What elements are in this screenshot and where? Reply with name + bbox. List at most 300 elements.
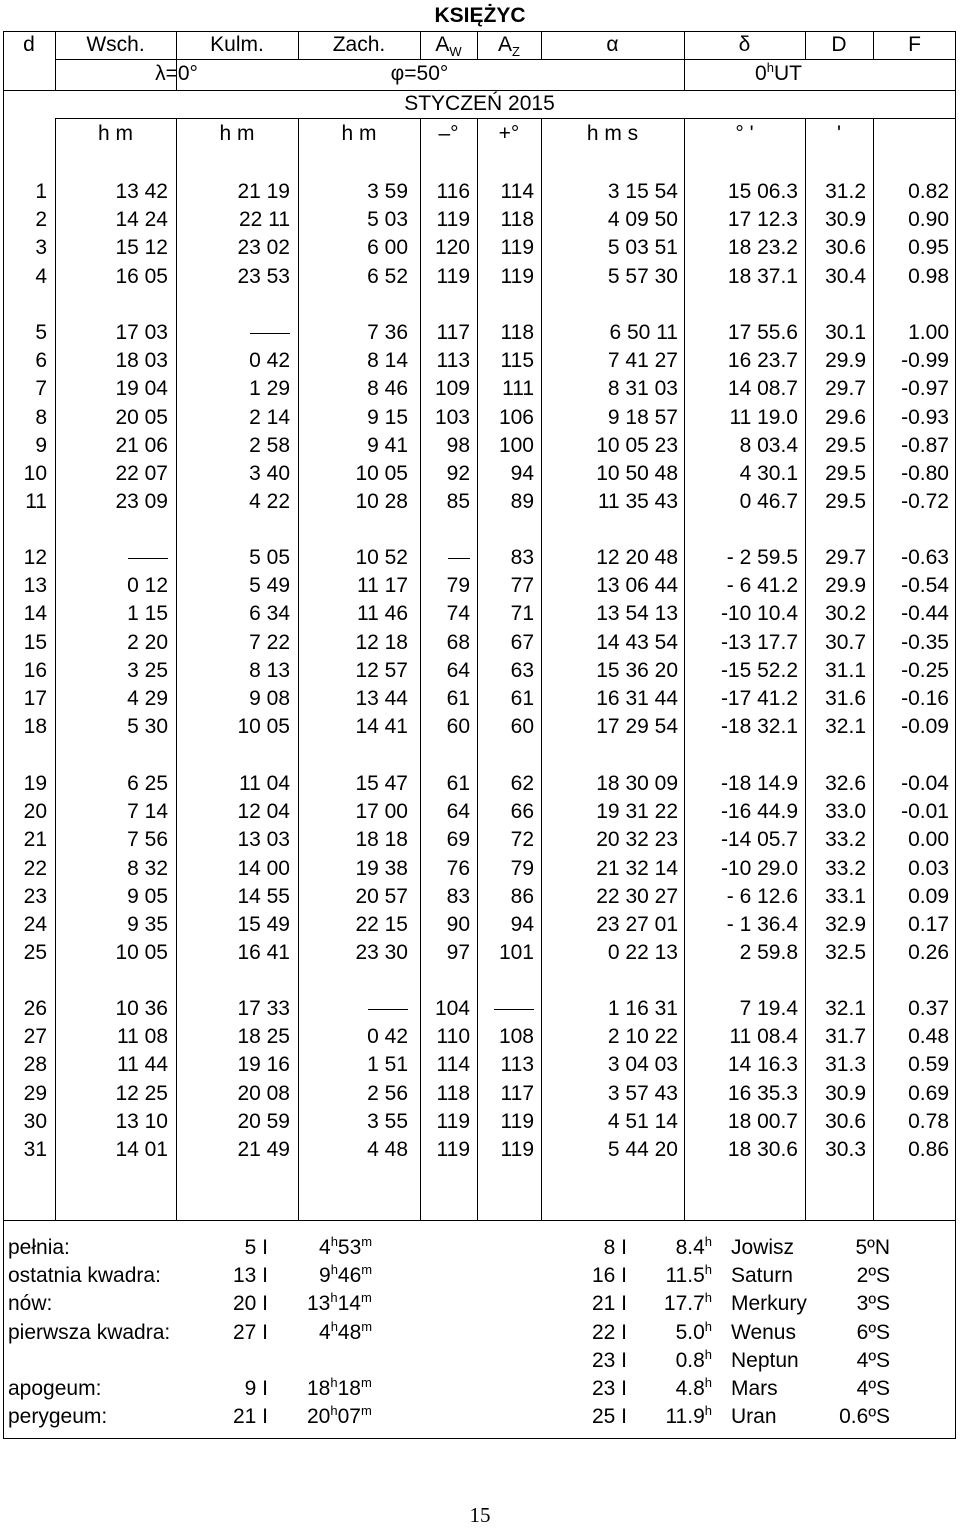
cell-diameter: 33.2 — [825, 828, 866, 852]
cell-moonset: 9 41 — [367, 433, 408, 457]
col-divider — [805, 31, 806, 1221]
cell-moonrise: 16 05 — [115, 264, 168, 288]
cell-declination: -15 52.2 — [720, 658, 798, 682]
cell-moonrise: 18 03 — [115, 349, 168, 373]
cell-diameter: 30.9 — [825, 208, 866, 232]
cell-phase: 0.03 — [908, 856, 949, 880]
cell-moonrise — [128, 544, 168, 572]
conjunction-time: 4.8$^h$ — [675, 1375, 712, 1400]
cell-declination: 18 23.2 — [727, 236, 798, 260]
cell-moonrise: 11 44 — [117, 1053, 168, 1077]
cell-diameter: 29.7 — [825, 546, 866, 569]
cell-declination: -16 44.9 — [720, 800, 798, 824]
conjunction-time: 5.0$^h$ — [675, 1318, 712, 1344]
cell-declination: -18 32.1 — [720, 715, 798, 739]
cell-azimuth-set: 63 — [510, 658, 534, 682]
cell-azimuth-rise: 92 — [446, 462, 470, 485]
cell-right-ascension: 9 18 57 — [607, 405, 678, 429]
phase-day: 9 I — [244, 1377, 268, 1400]
cell-azimuth-rise: 119 — [436, 208, 470, 232]
cell-diameter: 29.6 — [825, 405, 866, 429]
cell-diameter: 30.1 — [825, 321, 866, 344]
cell-transit: 20 59 — [237, 1109, 290, 1133]
cell-phase: 0.78 — [908, 1109, 949, 1133]
conjunction-day: 21 I — [591, 1292, 627, 1316]
cell-declination: - 6 41.2 — [726, 574, 798, 598]
cell-moonset: 13 44 — [355, 687, 408, 710]
cell-transit: 16 41 — [237, 941, 290, 965]
cell-diameter: 29.5 — [825, 462, 866, 485]
cell-right-ascension: 1 16 31 — [607, 997, 678, 1020]
cell-azimuth-rise: 120 — [434, 236, 470, 260]
cell-phase: 0.95 — [908, 236, 949, 260]
cell-right-ascension: 11 35 43 — [597, 490, 678, 514]
cell-azimuth-rise: 117 — [436, 321, 470, 344]
phase-day: 13 I — [232, 1264, 268, 1288]
cell-azimuth-set: 118 — [500, 208, 534, 232]
cell-moonset: 8 46 — [367, 377, 408, 401]
page-title: KSIĘŻYC — [434, 4, 526, 27]
conjunction-distance: 3ºS — [856, 1292, 890, 1316]
cell-right-ascension: 3 57 43 — [607, 1081, 678, 1105]
cell-azimuth-rise: 119 — [436, 1109, 470, 1133]
phase-day: 5 I — [244, 1236, 268, 1259]
phase-time: 4$^h$53$^m$ — [319, 1234, 373, 1259]
cell-moonset: 9 15 — [367, 405, 408, 429]
conjunction-distance: 6ºS — [856, 1320, 890, 1344]
cell-day: 8 — [35, 405, 47, 429]
cell-declination: 17 12.3 — [727, 208, 798, 232]
cell-right-ascension: 17 29 54 — [596, 715, 678, 739]
conjunction-day: 8 I — [603, 1236, 627, 1259]
cell-azimuth-rise: 61 — [446, 687, 470, 710]
cell-phase: 0.90 — [908, 208, 949, 232]
cell-right-ascension: 7 41 27 — [607, 349, 678, 373]
cell-azimuth-set: 86 — [510, 884, 534, 908]
cell-declination: 15 06.3 — [727, 180, 798, 203]
cell-day: 15 — [23, 630, 47, 654]
cell-right-ascension: 18 30 09 — [596, 772, 678, 795]
cell-moonrise: 2 20 — [127, 630, 168, 654]
cell-azimuth-set: 101 — [498, 941, 534, 965]
cell-diameter: 29.5 — [825, 433, 866, 457]
cell-day: 16 — [23, 658, 47, 682]
conjunction-planet: Mars — [731, 1377, 778, 1400]
cell-moonset: 20 57 — [355, 884, 408, 908]
cell-right-ascension: 23 27 01 — [596, 913, 678, 936]
cell-phase: -0.16 — [901, 687, 949, 710]
cell-azimuth-set: 71 — [510, 602, 534, 626]
cell-right-ascension: 10 05 23 — [596, 433, 678, 457]
cell-transit: 20 08 — [237, 1081, 290, 1105]
cell-azimuth-set: 118 — [500, 321, 534, 344]
cell-moonset: 14 41 — [355, 715, 408, 739]
cell-day: 26 — [23, 997, 47, 1020]
cell-phase: 0.26 — [908, 941, 949, 965]
no-event-dash — [128, 558, 168, 559]
cell-moonrise: 4 29 — [127, 687, 168, 710]
cell-declination: - 2 59.5 — [726, 546, 798, 569]
cell-day: 1 — [35, 180, 47, 203]
cell-transit: 22 11 — [239, 208, 290, 232]
cell-moonset: 11 46 — [357, 602, 408, 626]
col-azimuth-rise-header: $A_W$ — [435, 33, 462, 60]
no-event-dash — [368, 1009, 408, 1010]
cell-azimuth-set: 119 — [500, 236, 534, 260]
cell-moonrise: 13 10 — [115, 1109, 168, 1133]
cell-azimuth-set: 113 — [500, 1053, 534, 1077]
cell-day: 25 — [23, 941, 47, 965]
cell-transit: 9 08 — [249, 687, 290, 710]
cell-moonrise: 1 15 — [127, 602, 168, 626]
cell-moonrise: 23 09 — [115, 490, 168, 514]
unit-label: –° — [438, 122, 459, 145]
cell-transit: 23 02 — [237, 236, 290, 260]
cell-phase: -0.35 — [901, 630, 949, 654]
cell-azimuth-rise: 113 — [436, 349, 470, 373]
cell-moonrise: 5 30 — [127, 715, 168, 739]
cell-azimuth-rise: 60 — [446, 715, 470, 739]
cell-azimuth-rise: 110 — [436, 1025, 470, 1049]
cell-day: 9 — [35, 433, 47, 457]
cell-azimuth-set: 117 — [500, 1081, 534, 1105]
col-transit-header: Kulm. — [210, 33, 264, 56]
cell-right-ascension: 22 30 27 — [596, 884, 678, 908]
cell-diameter: 30.9 — [825, 1081, 866, 1105]
cell-day: 6 — [35, 349, 47, 373]
cell-azimuth-set: 72 — [510, 828, 534, 852]
cell-diameter: 33.2 — [825, 856, 866, 880]
cell-diameter: 30.4 — [825, 264, 866, 288]
cell-phase: -0.09 — [901, 715, 949, 739]
phase-time: 18$^h$18$^m$ — [307, 1375, 372, 1400]
cell-transit: 4 22 — [249, 490, 290, 514]
cell-azimuth-rise: 68 — [446, 630, 470, 654]
cell-diameter: 31.6 — [825, 687, 866, 710]
col-divider — [298, 31, 299, 1221]
cell-azimuth-rise: 79 — [446, 574, 470, 598]
cell-diameter: 30.6 — [825, 1109, 866, 1133]
cell-right-ascension: 16 31 44 — [596, 687, 678, 710]
cell-phase: -0.93 — [901, 405, 949, 429]
cell-diameter: 32.5 — [825, 941, 866, 965]
cell-moonset: 10 52 — [355, 546, 408, 569]
cell-diameter: 29.9 — [825, 349, 866, 373]
cell-right-ascension: 3 04 03 — [607, 1053, 678, 1077]
conjunction-distance: 2ºS — [856, 1264, 890, 1288]
cell-diameter: 30.2 — [825, 602, 866, 626]
cell-azimuth-rise — [448, 544, 470, 572]
cell-transit: 23 53 — [237, 264, 290, 288]
cell-azimuth-set: 119 — [500, 1138, 534, 1161]
cell-moonset: 6 52 — [367, 264, 408, 288]
cell-declination: -18 14.9 — [720, 772, 798, 795]
cell-azimuth-rise: 98 — [446, 433, 470, 457]
cell-moonset: 15 47 — [355, 772, 408, 795]
cell-moonset: 11 17 — [357, 574, 408, 598]
phase-time: 13$^h$14$^m$ — [307, 1290, 372, 1316]
unit-label: h m — [341, 122, 377, 145]
cell-right-ascension: 5 44 20 — [607, 1138, 678, 1161]
cell-right-ascension: 14 43 54 — [596, 630, 678, 654]
cell-transit: 19 16 — [237, 1053, 290, 1077]
cell-moonrise: 20 05 — [115, 405, 168, 429]
cell-right-ascension: 10 50 48 — [596, 462, 678, 485]
cell-phase: 0.82 — [908, 180, 949, 203]
cell-moonrise: 0 12 — [127, 574, 168, 598]
cell-diameter: 32.9 — [825, 913, 866, 936]
cell-moonset: 5 03 — [367, 208, 408, 232]
cell-azimuth-rise: 83 — [446, 884, 470, 908]
col-divider — [477, 31, 478, 1221]
cell-moonset: 18 18 — [355, 828, 408, 852]
col-rise-header: Wsch. — [86, 33, 145, 56]
cell-transit: 11 04 — [239, 772, 290, 795]
cell-diameter: 31.3 — [825, 1053, 866, 1077]
phase-day: 27 I — [232, 1320, 268, 1344]
cell-declination: 18 00.7 — [727, 1109, 798, 1133]
conjunction-planet: Wenus — [731, 1320, 796, 1344]
no-event-dash — [448, 558, 470, 559]
cell-day: 18 — [23, 715, 47, 739]
cell-right-ascension: 21 32 14 — [596, 856, 678, 880]
cell-day: 11 — [25, 490, 47, 514]
cell-azimuth-set: 111 — [502, 377, 534, 401]
cell-azimuth-rise: 104 — [434, 997, 470, 1020]
col-divider — [420, 31, 421, 1221]
cell-moonrise: 12 25 — [115, 1081, 168, 1105]
cell-transit: 13 03 — [237, 828, 290, 852]
cell-transit: 6 34 — [249, 602, 290, 626]
cell-declination: 14 08.7 — [727, 377, 798, 401]
cell-moonrise: 6 25 — [127, 772, 168, 795]
cell-phase: 1.00 — [908, 321, 949, 344]
cell-phase: 0.69 — [908, 1081, 949, 1105]
cell-transit: 5 05 — [249, 546, 290, 569]
cell-declination: 18 37.1 — [727, 264, 798, 288]
cell-azimuth-set: 83 — [510, 546, 534, 569]
cell-transit: 21 19 — [237, 180, 290, 203]
phase-day: 20 I — [232, 1292, 268, 1316]
cell-day: 4 — [35, 264, 47, 288]
col-phase-header: F — [908, 33, 921, 56]
cell-moonset: 17 00 — [355, 800, 408, 824]
cell-phase: -0.97 — [901, 377, 949, 401]
cell-moonset: 3 59 — [367, 180, 408, 203]
cell-moonset: 10 28 — [355, 490, 408, 514]
cell-phase: -0.87 — [901, 433, 949, 457]
cell-azimuth-set: 66 — [510, 800, 534, 824]
col-ra-header: α — [606, 33, 619, 56]
cell-moonset: 23 30 — [355, 941, 408, 965]
cell-diameter: 31.1 — [825, 658, 866, 682]
conjunction-time: 8.4$^h$ — [675, 1234, 712, 1259]
cell-azimuth-set: 100 — [498, 433, 534, 457]
cell-transit: 10 05 — [237, 715, 290, 739]
cell-day: 2 — [35, 208, 47, 232]
cell-right-ascension: 3 15 54 — [607, 180, 678, 203]
conjunction-planet: Merkury — [731, 1292, 807, 1316]
cell-day: 30 — [23, 1109, 47, 1133]
cell-day: 28 — [23, 1053, 47, 1077]
cell-moonrise: 14 01 — [115, 1138, 168, 1161]
cell-azimuth-rise: 74 — [446, 602, 470, 626]
cell-diameter: 30.7 — [825, 630, 866, 654]
cell-azimuth-set: 89 — [510, 490, 534, 514]
cell-right-ascension: 2 10 22 — [607, 1025, 678, 1049]
cell-azimuth-set — [494, 995, 534, 1023]
cell-declination: -13 17.7 — [720, 630, 798, 654]
cell-phase: -0.04 — [901, 772, 949, 795]
cell-declination: 11 19.0 — [729, 405, 798, 429]
cell-declination: 14 16.3 — [727, 1053, 798, 1077]
conjunction-time: 11.9$^h$ — [665, 1403, 712, 1429]
conjunction-distance: 0.6ºS — [839, 1405, 890, 1429]
cell-azimuth-set: 94 — [510, 913, 534, 936]
cell-transit: 7 22 — [249, 630, 290, 654]
conjunction-day: 25 I — [591, 1405, 627, 1429]
cell-azimuth-set: 119 — [500, 1109, 534, 1133]
page-number: 15 — [469, 1503, 491, 1527]
phase-label: apogeum: — [8, 1377, 102, 1400]
phase-label: nów: — [8, 1292, 53, 1316]
cell-day: 27 — [23, 1025, 47, 1049]
phase-day: 21 I — [232, 1405, 268, 1429]
cell-day: 19 — [23, 772, 47, 795]
cell-phase: 0.37 — [908, 997, 949, 1020]
cell-transit: 14 00 — [237, 856, 290, 880]
cell-diameter: 33.0 — [825, 800, 866, 824]
col-dec-header: δ — [738, 33, 751, 56]
cell-right-ascension: 20 32 23 — [596, 828, 678, 852]
cell-day: 5 — [35, 321, 47, 344]
cell-right-ascension: 19 31 22 — [596, 800, 678, 824]
cell-diameter: 29.5 — [825, 490, 866, 514]
cell-azimuth-rise: 97 — [446, 941, 470, 965]
cell-declination: 16 35.3 — [727, 1081, 798, 1105]
cell-moonset: 12 57 — [355, 658, 408, 682]
phase-label: pierwsza kwadra: — [8, 1320, 171, 1344]
cell-moonset: 22 15 — [355, 913, 408, 936]
cell-moonrise: 8 32 — [127, 856, 168, 880]
conjunction-time: 17.7$^h$ — [663, 1290, 712, 1316]
cell-diameter: 30.6 — [825, 236, 866, 260]
cell-diameter: 32.6 — [825, 772, 866, 795]
cell-declination: - 6 12.6 — [726, 884, 798, 908]
conjunction-distance: 4ºS — [856, 1377, 890, 1400]
conjunction-time: 0.8$^h$ — [675, 1346, 712, 1372]
cell-right-ascension: 13 54 13 — [596, 602, 678, 626]
cell-transit: 3 40 — [249, 462, 290, 485]
cell-phase: 0.48 — [908, 1025, 949, 1049]
cell-diameter: 32.1 — [825, 997, 866, 1020]
cell-declination: - 1 36.4 — [726, 913, 798, 936]
cell-moonset — [368, 995, 408, 1023]
cell-day: 3 — [35, 236, 47, 260]
phase-time: 9$^h$46$^m$ — [319, 1262, 373, 1288]
cell-azimuth-rise: 76 — [446, 856, 470, 880]
cell-azimuth-set: 108 — [498, 1025, 534, 1049]
cell-declination: 17 55.6 — [727, 321, 798, 344]
conjunction-day: 22 I — [591, 1320, 627, 1344]
month-label: STYCZEŃ 2015 — [404, 92, 555, 115]
cell-moonrise: 7 14 — [127, 800, 168, 824]
cell-declination: 8 03.4 — [739, 433, 798, 457]
cell-day: 31 — [23, 1138, 47, 1161]
cell-transit: 2 14 — [249, 405, 290, 429]
col-azimuth-set-header: $A_Z$ — [498, 33, 520, 60]
cell-phase: -0.63 — [901, 546, 949, 569]
cell-diameter: 31.7 — [825, 1025, 866, 1049]
cell-azimuth-set: 77 — [510, 574, 534, 598]
col-divider — [684, 31, 685, 1221]
cell-phase: -0.01 — [901, 800, 949, 824]
cell-phase: 0.98 — [908, 264, 949, 288]
cell-diameter: 32.1 — [825, 715, 866, 739]
cell-moonrise: 17 03 — [115, 321, 168, 344]
phase-time: 4$^h$48$^m$ — [319, 1318, 373, 1344]
cell-moonrise: 13 42 — [115, 180, 168, 203]
cell-day: 7 — [35, 377, 47, 401]
longitude-label: λ=0° — [155, 62, 198, 85]
cell-moonset: 8 14 — [367, 349, 408, 373]
cell-transit: 12 04 — [237, 800, 290, 824]
cell-moonset: 6 00 — [367, 236, 408, 260]
cell-moonset: 12 18 — [355, 630, 408, 654]
cell-phase: -0.25 — [901, 658, 949, 682]
cell-right-ascension: 0 22 13 — [607, 941, 678, 965]
cell-transit: 21 49 — [237, 1138, 290, 1161]
conjunction-planet: Uran — [731, 1405, 777, 1429]
cell-right-ascension: 4 09 50 — [607, 208, 678, 232]
conjunction-planet: Jowisz — [731, 1236, 795, 1259]
cell-azimuth-rise: 109 — [434, 377, 470, 401]
cell-declination: 4 30.1 — [739, 462, 798, 485]
cell-transit: 18 25 — [237, 1025, 290, 1049]
unit-label: h m s — [586, 122, 639, 145]
cell-transit: 0 42 — [249, 349, 290, 373]
cell-phase: -0.99 — [901, 349, 949, 373]
cell-azimuth-set: 106 — [498, 405, 534, 429]
unit-label: +° — [498, 122, 520, 145]
cell-diameter: 29.9 — [825, 574, 866, 598]
cell-declination: -17 41.2 — [720, 687, 798, 710]
col-diameter-header: D — [831, 33, 847, 56]
cell-moonrise: 21 06 — [115, 433, 168, 457]
cell-day: 20 — [23, 800, 47, 824]
cell-moonrise: 7 56 — [127, 828, 168, 852]
cell-declination: 16 23.7 — [727, 349, 798, 373]
cell-declination: -14 05.7 — [720, 828, 798, 852]
cell-azimuth-set: 119 — [500, 264, 534, 288]
cell-moonset: 19 38 — [355, 856, 408, 880]
cell-azimuth-set: 67 — [510, 630, 534, 654]
phase-label: pełnia: — [8, 1236, 70, 1259]
cell-right-ascension: 5 57 30 — [607, 264, 678, 288]
conjunction-time: 11.5$^h$ — [665, 1262, 712, 1288]
cell-azimuth-set: 79 — [510, 856, 534, 880]
cell-azimuth-set: 114 — [500, 180, 534, 203]
cell-phase: 0.17 — [908, 913, 949, 936]
col-divider — [176, 31, 177, 1221]
cell-moonset: 7 36 — [367, 321, 408, 344]
cell-azimuth-rise: 114 — [436, 1053, 470, 1077]
cell-azimuth-set: 94 — [510, 462, 534, 485]
conjunction-day: 23 I — [591, 1377, 627, 1400]
col-divider — [541, 31, 542, 1221]
cell-moonrise: 22 07 — [115, 462, 168, 485]
cell-right-ascension: 12 20 48 — [596, 546, 678, 569]
